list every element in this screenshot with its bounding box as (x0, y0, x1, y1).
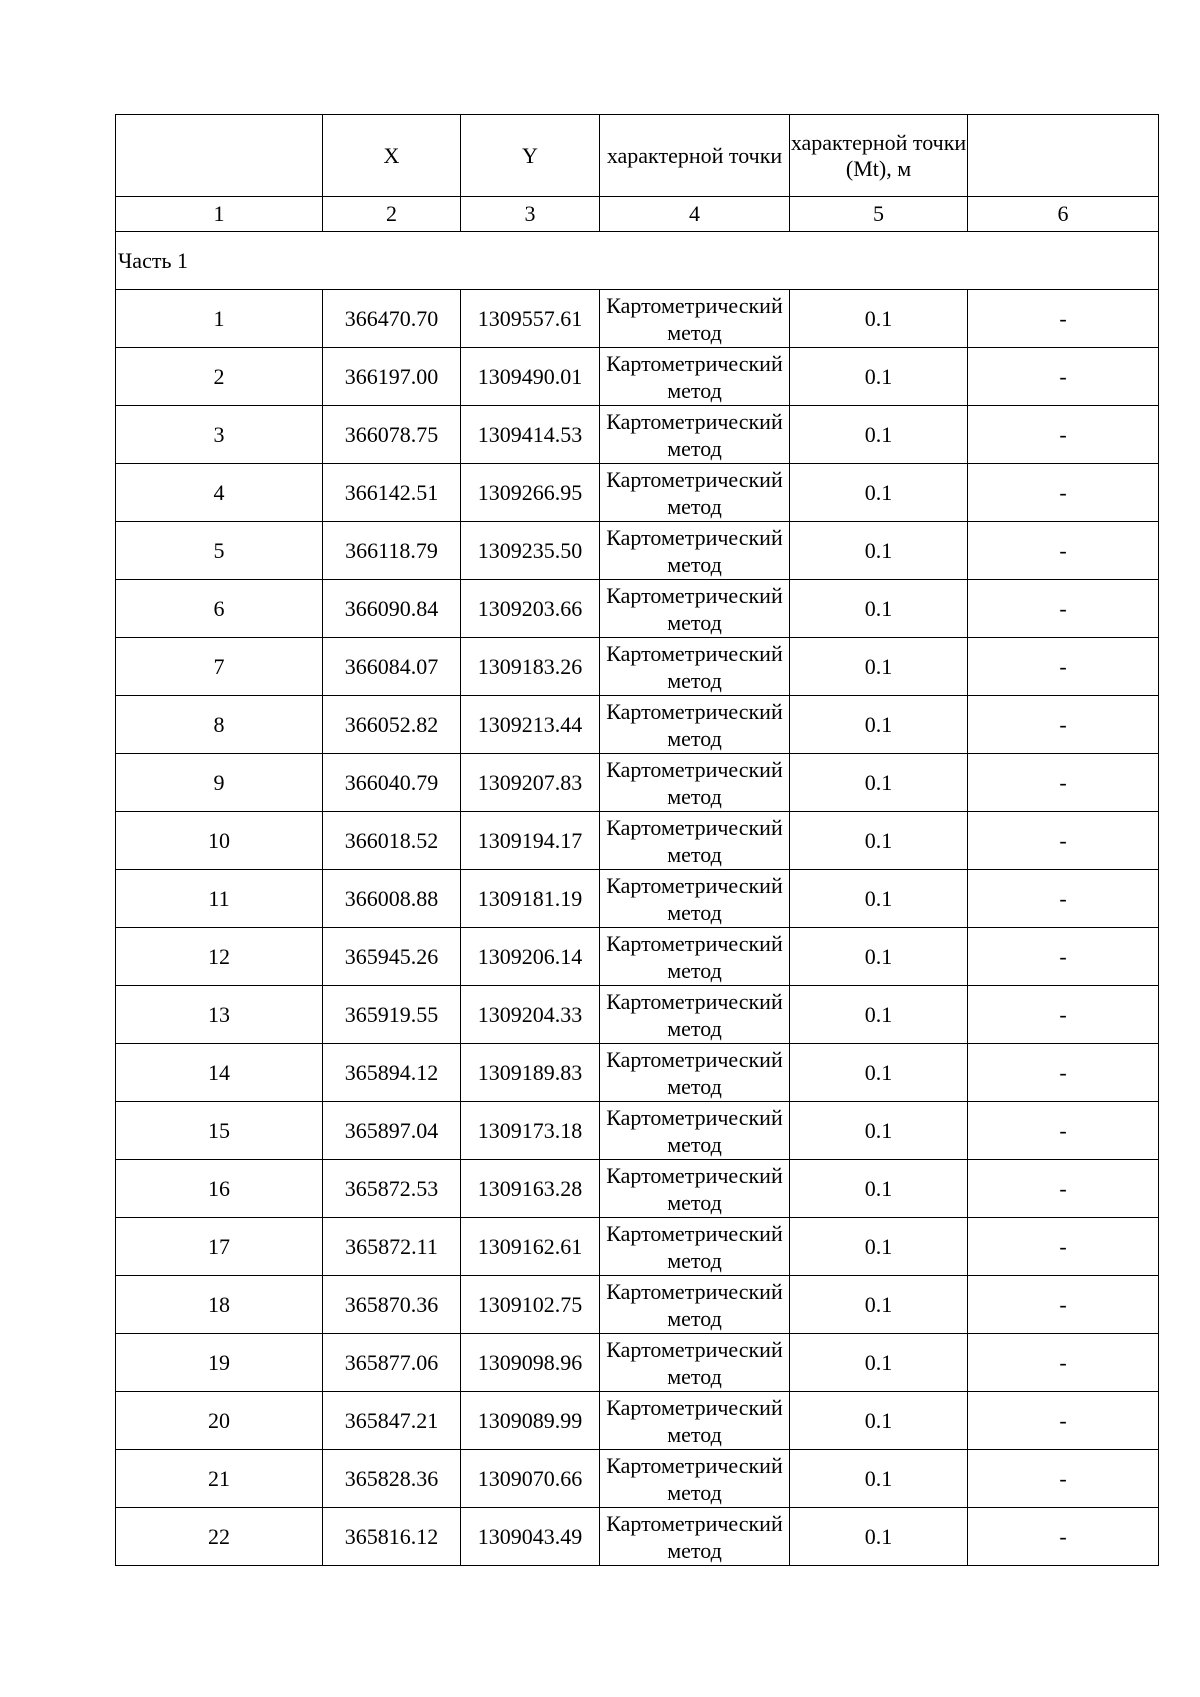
table-row (116, 1334, 1159, 1392)
method-text: Картометрический метод (606, 1220, 783, 1273)
method-cell (600, 1160, 790, 1218)
method-cell (600, 928, 790, 986)
method-cell (600, 580, 790, 638)
y-coordinate-cell: 1309181.19 (461, 870, 600, 928)
description-cell: - (968, 1044, 1159, 1102)
x-coordinate-cell: 365945.26 (323, 928, 461, 986)
y-coordinate-cell: 1309490.01 (461, 348, 600, 406)
accuracy-cell: 0.1 (790, 1508, 968, 1566)
description-cell: - (968, 290, 1159, 348)
method-text: Картометрический метод (606, 582, 783, 635)
point-number-cell: 21 (116, 1450, 323, 1508)
method-text: Картометрический метод (606, 1046, 783, 1099)
method-cell (600, 464, 790, 522)
y-coordinate-cell: 1309070.66 (461, 1450, 600, 1508)
table-row (116, 928, 1159, 986)
y-coordinate-cell: 1309183.26 (461, 638, 600, 696)
column-number-row (116, 197, 1159, 232)
y-coordinate-cell: 1309266.95 (461, 464, 600, 522)
table-row (116, 348, 1159, 406)
x-coordinate-cell: 365872.11 (323, 1218, 461, 1276)
x-coordinate-cell: 366052.82 (323, 696, 461, 754)
column-number: 2 (323, 197, 461, 232)
point-number-cell: 16 (116, 1160, 323, 1218)
y-coordinate-cell: 1309207.83 (461, 754, 600, 812)
accuracy-cell: 0.1 (790, 812, 968, 870)
y-coordinate-cell: 1309189.83 (461, 1044, 600, 1102)
method-cell (600, 1508, 790, 1566)
x-coordinate-cell: 365847.21 (323, 1392, 461, 1450)
accuracy-cell: 0.1 (790, 1392, 968, 1450)
method-text: Картометрический метод (606, 524, 783, 577)
description-cell: - (968, 348, 1159, 406)
x-coordinate-cell: 365870.36 (323, 1276, 461, 1334)
method-cell (600, 986, 790, 1044)
accuracy-cell: 0.1 (790, 1044, 968, 1102)
description-cell: - (968, 638, 1159, 696)
description-cell: - (968, 1218, 1159, 1276)
description-cell: - (968, 464, 1159, 522)
x-coordinate-cell: 366018.52 (323, 812, 461, 870)
method-cell (600, 406, 790, 464)
column-number: 1 (116, 197, 323, 232)
accuracy-cell: 0.1 (790, 1102, 968, 1160)
x-coordinate-cell: 365894.12 (323, 1044, 461, 1102)
method-text: Картометрический метод (606, 350, 783, 403)
description-cell: - (968, 1276, 1159, 1334)
x-coordinate-cell: 366197.00 (323, 348, 461, 406)
table-row (116, 1276, 1159, 1334)
description-cell: - (968, 406, 1159, 464)
y-coordinate-cell: 1309089.99 (461, 1392, 600, 1450)
x-coordinate-cell: 366040.79 (323, 754, 461, 812)
accuracy-cell: 0.1 (790, 1276, 968, 1334)
table-row (116, 406, 1159, 464)
accuracy-cell: 0.1 (790, 754, 968, 812)
coordinates-table (115, 114, 1159, 1566)
y-coordinate-cell: 1309204.33 (461, 986, 600, 1044)
y-coordinate-cell: 1309557.61 (461, 290, 600, 348)
x-coordinate-cell: 365828.36 (323, 1450, 461, 1508)
point-number-cell: 20 (116, 1392, 323, 1450)
table-row (116, 812, 1159, 870)
method-cell (600, 1218, 790, 1276)
y-coordinate-cell: 1309163.28 (461, 1160, 600, 1218)
x-coordinate-cell: 366078.75 (323, 406, 461, 464)
y-coordinate-cell: 1309173.18 (461, 1102, 600, 1160)
method-cell (600, 1044, 790, 1102)
point-number-cell: 12 (116, 928, 323, 986)
method-text: Картометрический метод (606, 1452, 783, 1505)
method-cell (600, 1102, 790, 1160)
description-cell: - (968, 754, 1159, 812)
accuracy-cell: 0.1 (790, 1218, 968, 1276)
description-cell: - (968, 696, 1159, 754)
header-point-number (116, 115, 323, 197)
description-cell: - (968, 928, 1159, 986)
description-cell: - (968, 1392, 1159, 1450)
point-number-cell: 3 (116, 406, 323, 464)
method-cell (600, 290, 790, 348)
point-number-cell: 4 (116, 464, 323, 522)
y-coordinate-cell: 1309162.61 (461, 1218, 600, 1276)
accuracy-cell: 0.1 (790, 1450, 968, 1508)
description-cell: - (968, 812, 1159, 870)
point-number-cell: 14 (116, 1044, 323, 1102)
point-number-cell: 7 (116, 638, 323, 696)
accuracy-cell: 0.1 (790, 696, 968, 754)
description-cell: - (968, 1334, 1159, 1392)
point-number-cell: 15 (116, 1102, 323, 1160)
point-number-cell: 10 (116, 812, 323, 870)
description-cell: - (968, 1102, 1159, 1160)
method-text: Картометрический метод (606, 756, 783, 809)
part-label: Часть 1 (116, 232, 1159, 290)
point-number-cell: 17 (116, 1218, 323, 1276)
y-coordinate-cell: 1309206.14 (461, 928, 600, 986)
accuracy-cell: 0.1 (790, 986, 968, 1044)
x-coordinate-cell: 366084.07 (323, 638, 461, 696)
point-number-cell: 8 (116, 696, 323, 754)
column-number: 6 (968, 197, 1159, 232)
table-row (116, 1218, 1159, 1276)
point-number-cell: 5 (116, 522, 323, 580)
header-row (116, 115, 1159, 197)
column-number: 3 (461, 197, 600, 232)
description-cell: - (968, 870, 1159, 928)
column-number: 5 (790, 197, 968, 232)
method-text: Картометрический метод (606, 466, 783, 519)
point-number-cell: 11 (116, 870, 323, 928)
header-method: характерной точки (600, 115, 790, 197)
method-cell (600, 1334, 790, 1392)
table-row (116, 580, 1159, 638)
accuracy-cell: 0.1 (790, 290, 968, 348)
table-row (116, 1450, 1159, 1508)
accuracy-cell: 0.1 (790, 406, 968, 464)
method-text: Картометрический метод (606, 988, 783, 1041)
method-text: Картометрический метод (606, 1510, 783, 1563)
point-number-cell: 13 (116, 986, 323, 1044)
method-text: Картометрический метод (606, 1162, 783, 1215)
header-y: Y (461, 115, 600, 197)
method-text: Картометрический метод (606, 872, 783, 925)
header-accuracy: характерной точки (Mt), м (790, 115, 968, 197)
method-text: Картометрический метод (606, 292, 783, 345)
method-cell (600, 1276, 790, 1334)
method-cell (600, 1392, 790, 1450)
accuracy-cell: 0.1 (790, 638, 968, 696)
y-coordinate-cell: 1309043.49 (461, 1508, 600, 1566)
table-row (116, 1392, 1159, 1450)
method-text: Картометрический метод (606, 1278, 783, 1331)
method-cell (600, 522, 790, 580)
point-number-cell: 6 (116, 580, 323, 638)
description-cell: - (968, 1450, 1159, 1508)
point-number-cell: 22 (116, 1508, 323, 1566)
x-coordinate-cell: 366008.88 (323, 870, 461, 928)
x-coordinate-cell: 366118.79 (323, 522, 461, 580)
point-number-cell: 1 (116, 290, 323, 348)
method-cell (600, 812, 790, 870)
method-cell (600, 348, 790, 406)
x-coordinate-cell: 365872.53 (323, 1160, 461, 1218)
x-coordinate-cell: 366470.70 (323, 290, 461, 348)
accuracy-cell: 0.1 (790, 1160, 968, 1218)
method-cell (600, 1450, 790, 1508)
table-row (116, 1508, 1159, 1566)
header-description (968, 115, 1159, 197)
table-row (116, 464, 1159, 522)
description-cell: - (968, 986, 1159, 1044)
accuracy-cell: 0.1 (790, 464, 968, 522)
table-row (116, 696, 1159, 754)
x-coordinate-cell: 366090.84 (323, 580, 461, 638)
description-cell: - (968, 522, 1159, 580)
accuracy-cell: 0.1 (790, 870, 968, 928)
method-text: Картометрический метод (606, 640, 783, 693)
x-coordinate-cell: 365877.06 (323, 1334, 461, 1392)
table-row (116, 986, 1159, 1044)
accuracy-cell: 0.1 (790, 522, 968, 580)
accuracy-cell: 0.1 (790, 928, 968, 986)
method-text: Картометрический метод (606, 1104, 783, 1157)
table-row (116, 754, 1159, 812)
table-row (116, 1044, 1159, 1102)
point-number-cell: 2 (116, 348, 323, 406)
method-text: Картометрический метод (606, 698, 783, 751)
table-row (116, 1102, 1159, 1160)
x-coordinate-cell: 365816.12 (323, 1508, 461, 1566)
y-coordinate-cell: 1309414.53 (461, 406, 600, 464)
y-coordinate-cell: 1309102.75 (461, 1276, 600, 1334)
y-coordinate-cell: 1309203.66 (461, 580, 600, 638)
x-coordinate-cell: 365919.55 (323, 986, 461, 1044)
accuracy-cell: 0.1 (790, 348, 968, 406)
method-cell (600, 638, 790, 696)
x-coordinate-cell: 366142.51 (323, 464, 461, 522)
accuracy-cell: 0.1 (790, 580, 968, 638)
header-x: X (323, 115, 461, 197)
y-coordinate-cell: 1309213.44 (461, 696, 600, 754)
method-text: Картометрический метод (606, 814, 783, 867)
point-number-cell: 9 (116, 754, 323, 812)
x-coordinate-cell: 365897.04 (323, 1102, 461, 1160)
y-coordinate-cell: 1309235.50 (461, 522, 600, 580)
description-cell: - (968, 1160, 1159, 1218)
method-text: Картометрический метод (606, 1394, 783, 1447)
table-row (116, 638, 1159, 696)
table-row (116, 870, 1159, 928)
description-cell: - (968, 580, 1159, 638)
accuracy-cell: 0.1 (790, 1334, 968, 1392)
y-coordinate-cell: 1309194.17 (461, 812, 600, 870)
column-number: 4 (600, 197, 790, 232)
method-cell (600, 754, 790, 812)
table-row (116, 522, 1159, 580)
method-text: Картометрический метод (606, 930, 783, 983)
table-row (116, 290, 1159, 348)
part-row (116, 232, 1159, 290)
description-cell: - (968, 1508, 1159, 1566)
y-coordinate-cell: 1309098.96 (461, 1334, 600, 1392)
method-cell (600, 696, 790, 754)
method-cell (600, 870, 790, 928)
point-number-cell: 19 (116, 1334, 323, 1392)
table-row (116, 1160, 1159, 1218)
point-number-cell: 18 (116, 1276, 323, 1334)
method-text: Картометрический метод (606, 1336, 783, 1389)
method-text: Картометрический метод (606, 408, 783, 461)
